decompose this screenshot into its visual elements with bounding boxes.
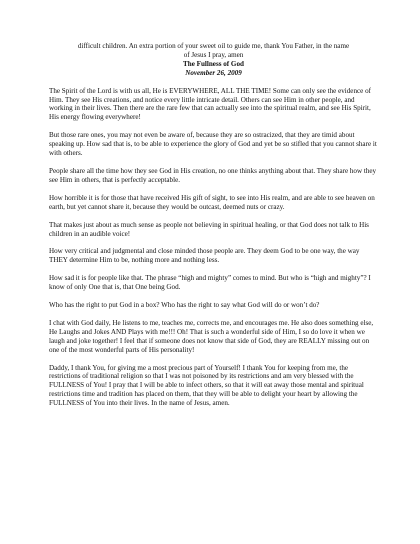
paragraph: That makes just about as much sense as people not believing in spiritual healing, or that God does not talk to His children in an audible voice! [49,220,369,238]
paragraph: Daddy, I thank You, for giving me a most precious part of Yourself! I thank You for keeping from me, the restrictions of traditional religion so that I was not poisoned by its restrictions and am very blessed with the FULLNESS of You! I pray that I will be able to infect others, so that it will eat away those mental and spiritual restrictions time and tradition has placed on them, that they will be able to delight your heart by allowing the FULLNESS of You into their lives. In the name of Jesus, amen. [49,363,364,408]
intro-line-2: of Jesus I pray, amen [183,50,244,59]
paragraph: How sad it is for people like that. The phrase “high and mighty” comes to mind. But who is “high and mighty”? I know of only One that is, that One being God. [49,274,371,292]
paragraph: People share all the time how they see God in His creation, no one thinks anything about that. They share how they see Him in others, that is perfectly acceptable. [49,166,377,184]
intro-line-1: difficult children. An extra portion of your sweet oil to guide me, thank You Father, in the name [77,42,350,50]
paragraph: Who has the right to put God in a box? Who has the right to say what God will do or won’t do? [49,301,320,310]
paragraph: I chat with God daily, He listens to me, teaches me, corrects me, and encourages me. He also does something else, He Laughs and Jokes AND Plays with me!!! Oh! That is such a wonderful side of Him, I so do love it when we laugh and joke together! I feel that if someone does not know that side of God, they are REALLY missing out on one of the most wonderful parts of His personality! [49,318,374,354]
paragraph: The Spirit of the Lord is with us all, He is EVERYWHERE, ALL THE TIME! Some can only see the evidence of Him. They see His creations, and notice every little intricate detail. Others can see Him in other people, and working in their lives. Then there are the rare few that can actually see into the spiritual realm, and see His Spirit, His energy flowing everywhere! [49,86,371,122]
document-date: November 26, 2009 [185,68,242,77]
paragraph: But those rare ones, you may not even be aware of, because they are so ostracized, that they are timid about speaking up. How sad that is, to be able to experience the glory of God and yet be so stifled that you cannot share it with others. [49,131,377,158]
paragraph: How horrible it is for those that have received His gift of sight, to see into His realm, and are able to see heaven on earth, but yet cannot share it, because they would be outcast, deemed nuts or crazy. [49,193,375,211]
paragraph: How very critical and judgmental and close minded those people are. They deem God to be one way, the way THEY determine Him to be, nothing more and nothing less. [49,247,360,265]
document-title: The Fullness of God [183,59,244,68]
intro-text [49,42,378,60]
